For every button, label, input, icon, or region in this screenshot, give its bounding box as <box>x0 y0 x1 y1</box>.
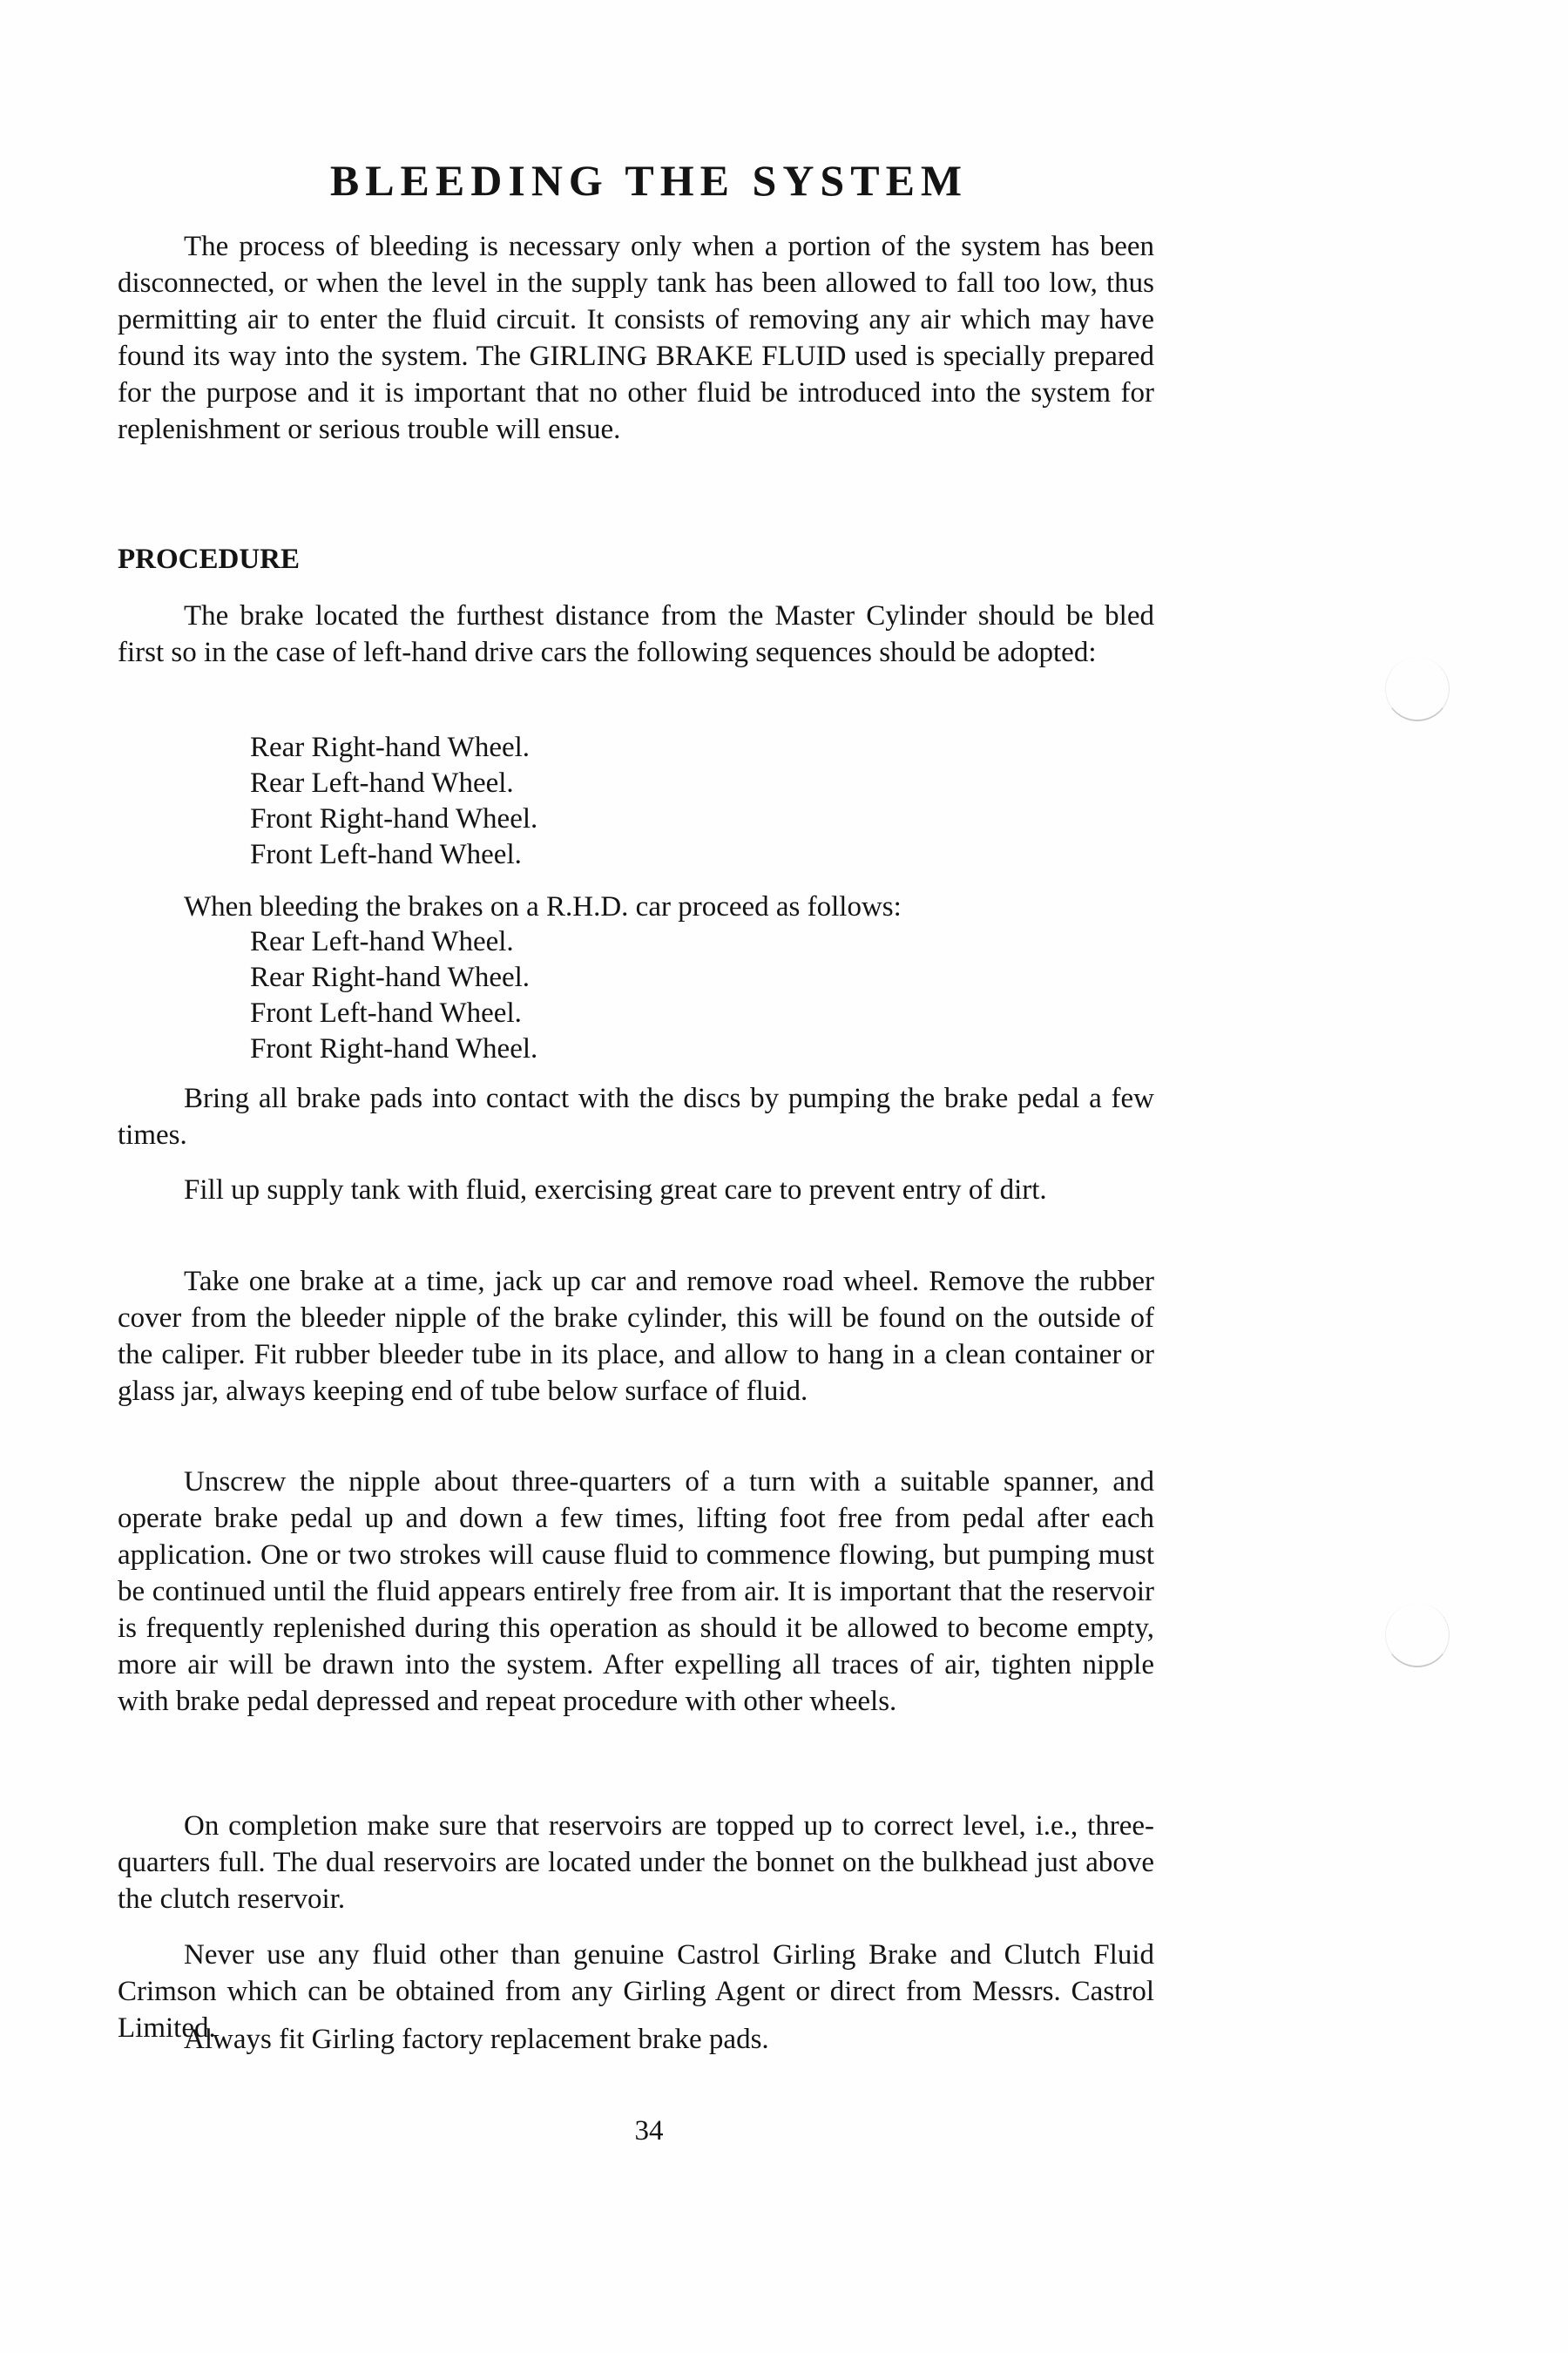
list-item: Rear Right-hand Wheel. <box>250 732 531 763</box>
body-paragraph: Fill up supply tank with fluid, exercising great care to prevent entry of dirt. <box>184 1174 1047 1206</box>
list-item: Front Left-hand Wheel. <box>250 997 522 1029</box>
page-title: BLEEDING THE SYSTEM <box>329 156 969 205</box>
list-item: Front Right-hand Wheel. <box>250 803 538 835</box>
list-item: Rear Left-hand Wheel. <box>250 767 514 799</box>
rhd-paragraph: When bleeding the brakes on a R.H.D. car proceed as follows: <box>184 891 902 923</box>
list-item: Front Right-hand Wheel. <box>250 1033 538 1065</box>
closing-paragraph: Always fit Girling factory replacement brake pads. <box>184 2024 769 2055</box>
rhd-sequence-list <box>250 924 537 1067</box>
body-paragraph: Bring all brake pads into contact with the discs by pumping the brake pedal a few times. <box>118 1083 1154 1151</box>
lhd-sequence-list <box>250 730 537 873</box>
body-paragraph: Take one brake at a time, jack up car and remove road wheel. Remove the rubber cover from the bleeder nipple of the brake cylinder, this will be found on the outside of the caliper. Fit rubber bleeder tube in its place, and allow to hang in a clean container or glass jar, always keeping end of tube below surface of fluid. <box>118 1266 1154 1407</box>
list-item: Rear Left-hand Wheel. <box>250 926 514 957</box>
punch-hole-icon <box>1385 657 1450 721</box>
page-number: 34 <box>634 2115 664 2147</box>
punch-hole-icon <box>1385 1603 1450 1667</box>
procedure-heading: PROCEDURE <box>118 544 301 575</box>
body-paragraph: Unscrew the nipple about three-quarters of a turn with a suitable spanner, and operate brake pedal up and down a few times, lifting foot free from pedal after each application. One or two strokes will cause fluid to commence flowing, but pumping must be continued until the fluid appears entirely free from air. It is important that the reservoir is frequently replenished during this operation as should it be allowed to become empty, more air will be drawn into the system. After expelling all traces of air, tighten nipple with brake pedal depressed and repeat procedure with other wheels. <box>118 1466 1154 1717</box>
body-paragraph: On completion make sure that reservoirs are topped up to correct level, i.e., three-quarters full. The dual reservoirs are located under the bonnet on the bulkhead just above the clutch reservoir. <box>118 1810 1154 1915</box>
intro-paragraph: The process of bleeding is necessary only when a portion of the system has been disconnected, or when the level in the supply tank has been allowed to fall too low, thus permitting air to enter the fluid circuit. It consists of removing any air which may have found its way into the system. The GIRLING BRAKE FLUID used is specially prepared for the purpose and it is important that no other fluid be introduced into the system for replenishment or serious trouble will ensue. <box>118 231 1154 445</box>
list-item: Front Left-hand Wheel. <box>250 839 522 870</box>
list-item: Rear Right-hand Wheel. <box>250 962 531 993</box>
lhd-paragraph: The brake located the furthest distance from the Master Cylinder should be bled first so in the case of left-hand drive cars the following sequences should be adopted: <box>118 600 1154 668</box>
body-paragraph: Never use any fluid other than genuine Castrol Girling Brake and Clutch Fluid Crimson which can be obtained from any Girling Agent or direct from Messrs. Castrol Limited. <box>118 1939 1154 2044</box>
